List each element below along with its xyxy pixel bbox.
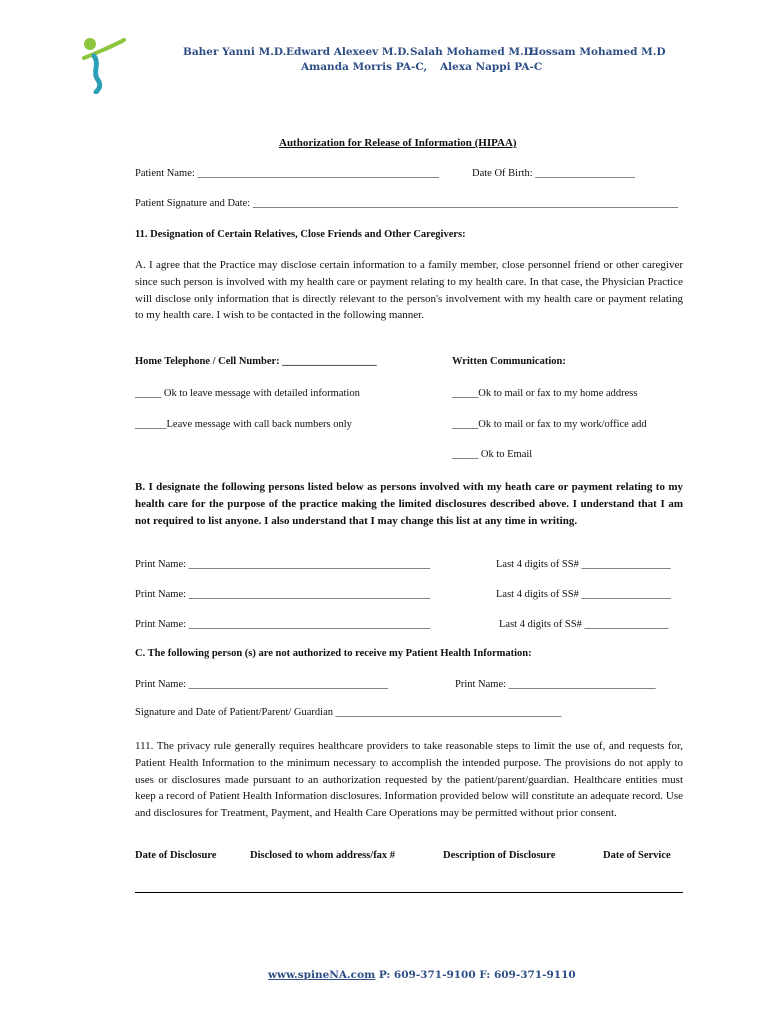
column-disclosed-to: Disclosed to whom address/fax #: [250, 850, 396, 861]
form-title: Authorization for Release of Information (HIPAA): [279, 137, 517, 149]
section-b-paragraph: B. I designate the following persons listed below as persons involved with my heath care or payment relating to my health care for the purpose of the practice making the limited disclosures described above. I understand that I am not required to list anyone. I also understand that I may change this list at any time in writing.: [135, 481, 683, 527]
written-communication-heading: Written Communication:: [452, 356, 566, 367]
provider-salah-mohamed: Salah Mohamed M.D.: [410, 46, 536, 58]
footer-website-link[interactable]: www.spineNA.com: [268, 969, 376, 981]
home-telephone-field[interactable]: Home Telephone / Cell Number: __________________: [135, 356, 377, 367]
print-name-field-3[interactable]: Print Name: ______________________________________________: [135, 619, 431, 630]
section-a-paragraph: A. I agree that the Practice may disclose certain information to a family member, close personnel friend or other caregiver since such person is involved with my health care or payment relating to my health care. In that case, the Physician Practice will disclose only information that is directly relevant to the person's involvement with my health care or payment relating to my health care. I wish to be contacted in the following manner.: [135, 259, 683, 322]
column-date-of-service: Date of Service: [603, 850, 671, 861]
print-name-field-1[interactable]: Print Name: ______________________________________________: [135, 559, 431, 570]
provider-hossam-mohamed: Hossam Mohamed M.D: [529, 46, 666, 58]
option-leave-detailed-message[interactable]: _____ Ok to leave message with detailed information: [135, 388, 360, 399]
ss-last4-field-3[interactable]: Last 4 digits of SS# ________________: [499, 619, 669, 630]
option-mail-home[interactable]: _____Ok to mail or fax to my home address: [452, 388, 638, 399]
patient-signature-field[interactable]: Patient Signature and Date: _________________________________________________________________________________: [135, 198, 679, 209]
unauthorized-print-name-2[interactable]: Print Name: ____________________________: [455, 679, 656, 690]
option-callback-only[interactable]: ______Leave message with call back numbers only: [135, 419, 352, 430]
patient-name-field[interactable]: Patient Name: ______________________________________________: [135, 168, 439, 179]
privacy-rule-paragraph: 111. The privacy rule generally requires healthcare providers to take reasonable steps to limit the use of, and requests for, Patient Health Information to the minimum necessary to accomplish the intended purpose. The provisions do not apply to uses or disclosures made pursuant to an authorization requested by the patient/parent/guardian. Healthcare entities must keep a record of Patient Health Information disclosures. Information provided below will constitute an adequate record. Use and disclosures for Treatment, Payment, and Health Care Operations may be permitted without prior consent.: [135, 740, 683, 820]
ss-last4-field-1[interactable]: Last 4 digits of SS# _________________: [496, 559, 671, 570]
column-description: Description of Disclosure: [443, 850, 556, 861]
provider-edward-alexeev: Edward Alexeev M.D.: [286, 46, 410, 58]
provider-amanda-morris: Amanda Morris PA-C,: [301, 61, 428, 73]
provider-baher-yanni: Baher Yanni M.D.: [183, 46, 287, 58]
option-mail-work[interactable]: _____Ok to mail or fax to my work/office add: [452, 419, 647, 430]
guardian-signature-field[interactable]: Signature and Date of Patient/Parent/ Guardian ___________________________________________: [135, 707, 562, 718]
option-email[interactable]: _____ Ok to Email: [452, 449, 533, 460]
footer-phone-fax: P: 609-371-9100 F: 609-371-9110: [375, 969, 576, 981]
column-date-of-disclosure: Date of Disclosure: [135, 850, 217, 861]
provider-alexa-nappi: Alexa Nappi PA-C: [440, 61, 543, 73]
practice-logo: [80, 36, 128, 94]
print-name-field-2[interactable]: Print Name: ______________________________________________: [135, 589, 431, 600]
date-of-birth-field[interactable]: Date Of Birth: ___________________: [472, 168, 636, 179]
ss-last4-field-2[interactable]: Last 4 digits of SS# _________________: [496, 589, 671, 600]
disclosure-table-rule: [135, 892, 683, 893]
unauthorized-print-name-1[interactable]: Print Name: ______________________________________: [135, 679, 389, 690]
footer-contact: [268, 969, 576, 981]
section-c-heading: C. The following person (s) are not authorized to receive my Patient Health Information:: [135, 648, 532, 659]
section-11-heading: 11. Designation of Certain Relatives, Close Friends and Other Caregivers:: [135, 229, 466, 240]
